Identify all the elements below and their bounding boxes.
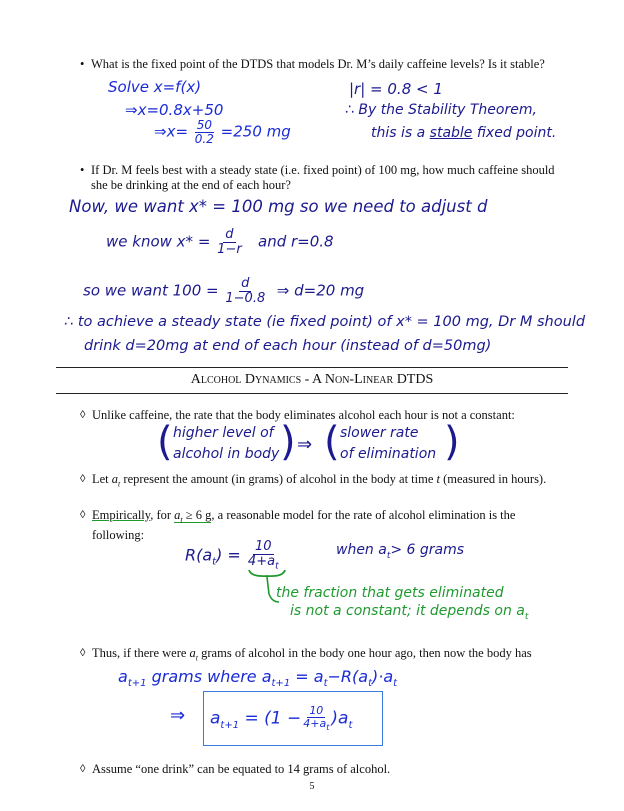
question-steady-state [91, 163, 561, 193]
hand-slower-rate: slower rate [340, 425, 419, 441]
line2-prefix: we know x* = [106, 232, 211, 251]
fraction-numerator: 10 [309, 704, 324, 717]
line3-prefix: so we want 100 = [83, 281, 219, 300]
p3-cond-var: a [174, 508, 181, 522]
eq1-mid: grams where a [151, 667, 272, 686]
answer-line-1: Now, we want x* = 100 mg so we need to adjust d [69, 197, 488, 216]
hand-of-elimination: of elimination [340, 446, 437, 462]
model-prefix: R(a [185, 545, 213, 565]
stability-theorem-line: ∴ By the Stability Theorem, [345, 102, 537, 118]
paragraph-let-at [92, 472, 550, 492]
recurrence-equation [118, 667, 397, 689]
p2-middle: represent the amount (in grams) of alcohol in the body at time [120, 472, 437, 486]
line2-suffix: and r=0.8 [258, 232, 334, 251]
model-condition [336, 542, 464, 561]
result-fraction [193, 119, 216, 145]
fraction-numerator: 10 [254, 539, 272, 554]
work-result-line [154, 119, 291, 145]
p4-sub: t [195, 653, 199, 663]
question-text: What is the fixed point of the DTDS that models Dr. M’s daily caffeine levels? Is it stable? [91, 57, 545, 71]
box-close-paren: ) [331, 708, 339, 729]
note2-text: is not a constant; it depends on a [290, 603, 525, 619]
fraction-denominator: 1−r [217, 241, 242, 257]
paragraph-text: Unlike caffeine, the rate that the body eliminates alcohol each hour is not a constant: [92, 408, 515, 422]
p3-suffix: , a reasonable model for the rate of alcohol elimination is the following: [92, 508, 516, 542]
box-at: a [338, 708, 349, 729]
model-sub: t [212, 556, 217, 568]
eq1-rhs-sub: t [323, 678, 328, 690]
den-sub: t [275, 561, 279, 572]
eq1-sub2: t+1 [271, 678, 291, 690]
hand-higher-level: higher level of [173, 425, 274, 441]
paren-left-close: ) [280, 419, 296, 465]
line3-fraction [223, 277, 267, 305]
answer-line-2 [106, 228, 334, 256]
result-prefix: ⇒x= [154, 122, 189, 141]
paren-right-open: ( [324, 419, 340, 465]
den-text: 4+a [247, 553, 276, 569]
p2-prefix: Let [92, 472, 112, 486]
stability-condition: |r| = 0.8 < 1 [349, 80, 443, 98]
note-not-constant [290, 603, 528, 622]
section-rule-top [56, 367, 568, 368]
answer-line-3 [83, 277, 364, 305]
stable-conclusion-line [371, 125, 556, 141]
paragraph-empirically [92, 508, 554, 543]
line3-suffix: ⇒ d=20 mg [276, 281, 365, 300]
p2-subscript: t [118, 479, 121, 489]
den-text: 4+a [303, 716, 327, 730]
eq1-sub: t+1 [127, 678, 147, 690]
box-equals: = [244, 708, 259, 729]
box-var-sub: t+1 [220, 719, 240, 731]
question-text: If Dr. M feels best with a steady state (i.e. fixed point) of 100 mg, how much caffeine should she be drinking at the end of each hour? [91, 163, 555, 192]
section-title: Alcohol Dynamics - A Non-Linear DTDS [190, 372, 434, 387]
eq1-rhs3: )·a [372, 667, 394, 686]
cond-prefix: when a [336, 542, 387, 558]
eq1-rhs2-sub: t [368, 678, 372, 690]
p4-var: a [189, 646, 196, 660]
fraction-numerator: d [225, 227, 234, 242]
model-fraction [246, 540, 281, 572]
boxed-equation [203, 691, 383, 746]
paren-right-close: ) [444, 419, 460, 465]
p3-cond-sub: t [180, 515, 183, 525]
question-fixed-point [91, 57, 581, 72]
conclusion-prefix: this is a [371, 125, 430, 141]
p3-cond-value: ≥ 6 g [182, 508, 212, 522]
p3-condition [174, 508, 211, 523]
paragraph-thus [92, 646, 582, 666]
den-sub: t [326, 722, 330, 732]
model-equation [185, 540, 281, 572]
implies-arrow: ⇒ [297, 434, 313, 455]
paragraph-text: Assume “one drink” can be equated to 14 grams of alcohol. [92, 762, 391, 776]
p2-suffix: (measured in hours). [440, 472, 547, 486]
eq1-rhs3-sub: t [393, 678, 398, 690]
model-equals: ) = [216, 545, 241, 565]
eq1-rhs2: −R(a [327, 667, 369, 686]
note-fraction-eliminated: the fraction that gets eliminated [276, 585, 504, 601]
cond-suffix: > 6 grams [390, 542, 465, 558]
p3-empirically: Empirically [92, 508, 151, 522]
conclusion-stable-word: stable [429, 125, 473, 141]
page-number: 5 [309, 781, 315, 792]
work-solve-line: Solve x=f(x) [108, 78, 202, 96]
p4-prefix: Thus, if there were [92, 646, 190, 660]
fraction-denominator: 0.2 [194, 131, 214, 146]
p4-suffix: grams of alcohol in the body one hour ago, then now the body has [198, 646, 532, 660]
boxed-content [210, 705, 352, 732]
paragraph-one-drink [92, 762, 562, 777]
box-fraction [301, 705, 331, 732]
work-equation-line: ⇒x=0.8x+50 [125, 101, 224, 119]
p2-variable: a [111, 472, 119, 486]
p2-time-var: t [436, 472, 440, 486]
fraction-numerator: 50 [196, 118, 212, 132]
fraction-numerator: d [241, 276, 250, 291]
section-rule-bottom [56, 393, 568, 394]
box-at-sub: t [348, 719, 353, 731]
eq1-rhs: = a [295, 667, 324, 686]
p3-mid: , for [150, 508, 175, 522]
hand-alcohol-in-body: alcohol in body [173, 446, 280, 462]
box-var: a [210, 708, 221, 729]
note2-sub: t [524, 611, 529, 622]
paren-left-open: ( [157, 419, 173, 465]
result-suffix: =250 mg [220, 122, 291, 141]
eq1-var: a [118, 667, 128, 686]
answer-line-4: ∴ to achieve a steady state (ie fixed point) of x* = 100 mg, Dr M should [64, 314, 586, 330]
box-arrow: ⇒ [170, 705, 186, 726]
line2-fraction [215, 228, 244, 256]
conclusion-suffix: fixed point. [472, 125, 557, 141]
answer-line-5: drink d=20mg at end of each hour (instead of d=50mg) [84, 338, 492, 354]
cond-sub: t [386, 550, 391, 561]
fraction-denominator: 1−0.8 [225, 290, 266, 306]
fraction-denominator [301, 718, 331, 733]
box-one-minus: (1 − [264, 708, 302, 729]
